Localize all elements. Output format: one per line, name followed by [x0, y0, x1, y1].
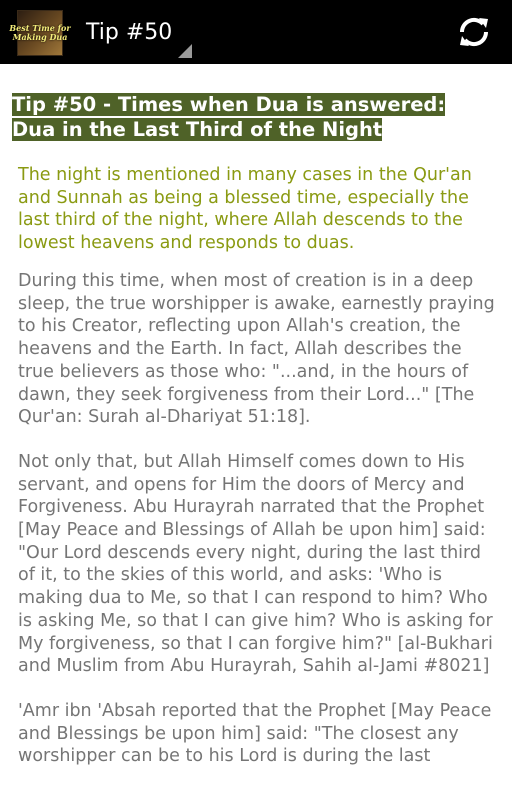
article-title-block	[12, 92, 486, 142]
spinner-triangle-icon	[178, 44, 192, 58]
app-icon-text-1: Best Time for	[9, 23, 71, 33]
page-title: Tip #50	[86, 19, 173, 45]
article-paragraph-2: Not only that, but Allah Himself comes down to His servant, and opens for Him the doors of Mercy and Forgiveness. Abu Hurayrah narrated that the Prophet [May Peace and Blessings of Allah be upon him] said: "Our Lord descends every night, during the last third of it, to the skies of this world, and asks: 'Who is making dua to Me, so that I can respond to him? Who is asking Me, so that I can give him? Who is asking for My forgiveness, so that I can forgive him?" [al-Bukhari and Muslim from Abu Hurayrah, Sahih al-Jami #8021]	[18, 451, 493, 677]
article-paragraph-3: 'Amr ibn 'Absah reported that the Prophet [May Peace and Blessings be upon him] said: "The closest any worshipper can be to his Lord is during the last	[18, 700, 492, 767]
action-bar	[0, 0, 512, 64]
tip-spinner[interactable]	[86, 0, 192, 64]
app-icon[interactable]	[9, 10, 71, 56]
article-title: Tip #50 - Times when Dua is answered: Dua in the Last Third of the Night	[12, 93, 446, 141]
article-content[interactable]	[0, 64, 512, 768]
article-paragraph-1: During this time, when most of creation is in a deep sleep, the true worshipper is awake, earnestly praying to his Creator, reflecting upon Allah's creation, the heavens and the Earth. In fact, Allah describes the true believers as those who: "...and, in the hours of dawn, they seek forgiveness from their Lord..." [The Qur'an: Surah al-Dhariyat 51:18].	[18, 271, 495, 428]
refresh-icon	[457, 15, 491, 49]
article-intro: The night is mentioned in many cases in the Qur'an and Sunnah as being a blessed time, especially the last third of the night, where Allah descends to the lowest heavens and responds to duas.	[18, 165, 472, 253]
app-icon-text-2: Making Dua	[12, 32, 68, 42]
refresh-button[interactable]	[456, 14, 492, 50]
